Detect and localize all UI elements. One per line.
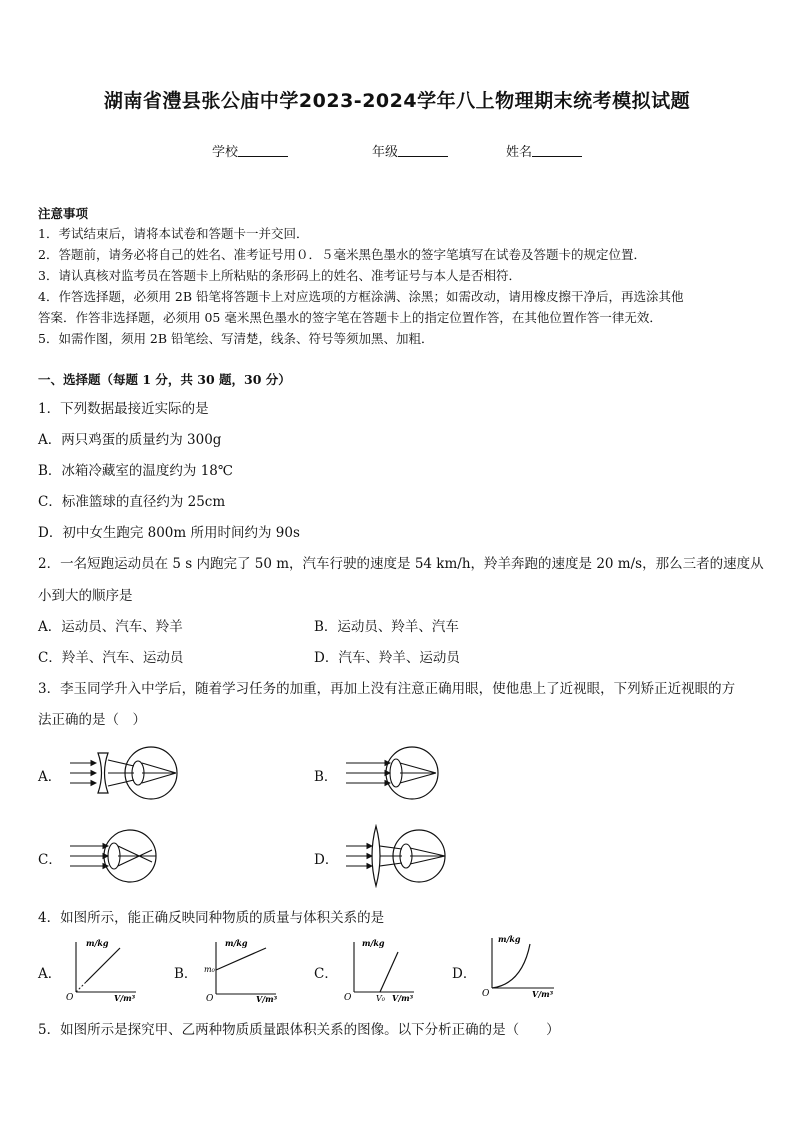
- axis-x-label: V/m³: [256, 994, 278, 1004]
- q4-label-a: A．: [38, 966, 62, 982]
- q2-stem: 2．一名短跑运动员在 5 s 内跑完了 50 m，汽车行驶的速度是 54 km/h，羚羊奔跑的速度是 20 m/s，那么三者的速度从: [38, 556, 764, 572]
- q4-graph-c: [340, 936, 420, 1004]
- notice-item: 3．请认真核对监考员在答题卡上所粘贴的条形码上的姓名、准考证号与本人是否相符．: [38, 268, 521, 283]
- notice-item: 1．考试结束后，请将本试卷和答题卡一并交回．: [38, 226, 309, 241]
- intercept-label: m₀: [204, 965, 215, 974]
- q4-graph-a: [62, 936, 142, 1004]
- q5-stem: 5．如图所示是探究甲、乙两种物质质量跟体积关系的图像。以下分析正确的是（ ）: [38, 1022, 560, 1038]
- q2-option-b: B．运动员、羚羊、汽车: [314, 619, 459, 635]
- q3-label-a: A．: [38, 769, 62, 785]
- name-blank: [532, 144, 582, 157]
- q3-figure-a: [68, 745, 180, 805]
- q2-option-d: D．汽车、羚羊、运动员: [314, 650, 460, 666]
- q3-figure-d: [344, 824, 456, 888]
- origin-label: O: [206, 994, 214, 1004]
- q4-label-b: B．: [174, 966, 198, 982]
- q4-label-c: C．: [314, 966, 338, 982]
- origin-label: O: [482, 989, 490, 999]
- notice-item: 4．作答选择题，必须用 2B 铅笔将答题卡上对应选项的方框涂满、涂黑；如需改动，请用橡皮擦干净后，再选涂其他: [38, 289, 684, 304]
- notice-item: 2．答题前，请务必将自己的姓名、准考证号用０．５毫米黑色墨水的签字笔填写在试卷及答题卡的规定位置．: [38, 247, 646, 262]
- notice-item: 5．如需作图，须用 2B 铅笔绘、写清楚，线条、符号等须加黑、加粗．: [38, 331, 434, 346]
- origin-label: O: [344, 993, 352, 1003]
- q4-label-d: D．: [452, 966, 477, 982]
- axis-y-label: m/kg: [498, 934, 521, 944]
- name-field: 姓名: [506, 141, 582, 160]
- q1-stem: 1．下列数据最接近实际的是: [38, 401, 209, 417]
- q3-figure-c: [68, 826, 180, 888]
- q3-label-c: C．: [38, 852, 62, 868]
- q1-option-a: A．两只鸡蛋的质量约为 300g: [38, 432, 222, 448]
- q3-label-d: D．: [314, 852, 339, 868]
- q4-graph-b: [200, 936, 280, 1004]
- intercept-label: V₀: [376, 994, 385, 1003]
- section-heading: 一、选择题（每题 1 分，共 30 题，30 分）: [38, 372, 291, 387]
- notice-heading: 注意事项: [38, 206, 89, 221]
- school-blank: [238, 144, 288, 157]
- grade-blank: [398, 144, 448, 157]
- q2-option-c: C．羚羊、汽车、运动员: [38, 650, 184, 666]
- q1-option-c: C．标准篮球的直径约为 25cm: [38, 494, 226, 510]
- q2-option-a: A．运动员、汽车、羚羊: [38, 619, 183, 635]
- q4-graph-d: [478, 932, 560, 1000]
- axis-y-label: m/kg: [362, 938, 385, 948]
- axis-x-label: V/m³: [392, 993, 414, 1003]
- q3-stem: 3．李玉同学升入中学后，随着学习任务的加重，再加上没有注意正确用眼，使他患上了近视眼，下列矫正近视眼的方: [38, 681, 736, 697]
- q2-stem-cont: 小到大的顺序是: [38, 588, 133, 604]
- axis-y-label: m/kg: [225, 938, 248, 948]
- grade-field: 年级: [372, 141, 448, 160]
- page-title: 湖南省澧县张公庙中学2023-2024学年八上物理期末统考模拟试题: [103, 90, 691, 112]
- q1-option-d: D．初中女生跑完 800m 所用时间约为 90s: [38, 525, 300, 541]
- origin-label: O: [66, 993, 74, 1003]
- q3-figure-b: [344, 745, 456, 805]
- q4-stem: 4．如图所示，能正确反映同种物质的质量与体积关系的是: [38, 910, 385, 926]
- q3-stem-cont: 法正确的是（ ）: [38, 712, 146, 728]
- axis-y-label: m/kg: [86, 938, 109, 948]
- axis-x-label: V/m³: [532, 989, 554, 999]
- school-field: 学校: [212, 141, 288, 160]
- q3-label-b: B．: [314, 769, 338, 785]
- notice-item: 答案．作答非选择题，必须用 05 毫米黑色墨水的签字笔在答题卡上的指定位置作答，在其他位置作答一律无效．: [38, 310, 662, 325]
- q1-option-b: B．冰箱冷藏室的温度约为 18℃: [38, 463, 233, 479]
- axis-x-label: V/m³: [114, 993, 136, 1003]
